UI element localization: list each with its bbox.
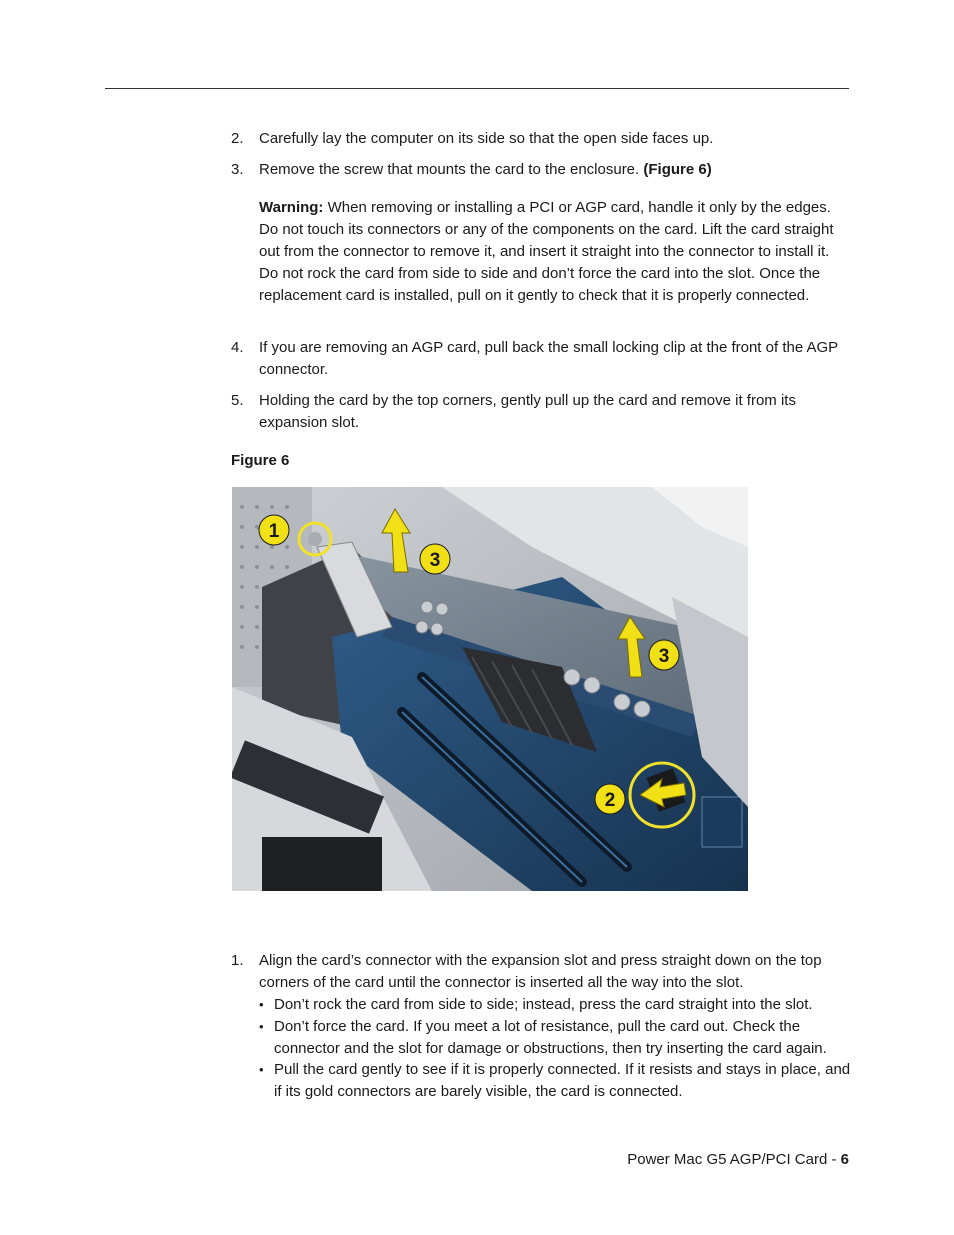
step-text: Carefully lay the computer on its side so that the open side faces up. xyxy=(259,130,714,147)
step-text: If you are removing an AGP card, pull back the small locking clip at the front of the AGP connector. xyxy=(259,339,838,378)
footer-title: Power Mac G5 AGP/PCI Card - xyxy=(627,1151,841,1168)
step-number: 4. xyxy=(231,339,244,356)
bullet-dot: • xyxy=(259,1019,264,1034)
figure-reference: (Figure 6) xyxy=(643,161,712,178)
step-number: 1. xyxy=(231,952,244,969)
step-number: 3. xyxy=(231,161,244,178)
bullet-dot: • xyxy=(259,997,264,1012)
bullet-dot: • xyxy=(259,1062,264,1077)
step-number: 2. xyxy=(231,130,244,147)
warning-note xyxy=(259,197,851,307)
step-number: 5. xyxy=(231,392,244,409)
bullet-text: Pull the card gently to see if it is properly connected. If it resists and stays in place, and if its gold connectors are barely visible, the card is connected. xyxy=(274,1061,851,1100)
callout-1: 1 xyxy=(268,521,280,542)
callout-2: 2 xyxy=(604,790,616,811)
bullet-item xyxy=(259,1016,859,1060)
install-step-1 xyxy=(231,950,851,994)
pci-card-removal-illustration xyxy=(232,487,748,891)
step-text: Remove the screw that mounts the card to the enclosure. xyxy=(259,161,640,178)
page-number: 6 xyxy=(840,1151,849,1168)
figure-label: Figure 6 xyxy=(231,452,290,469)
bullet-text: Don’t force the card. If you meet a lot of resistance, pull the card out. Check the connector and the slot for damage or obstructions, then try inserting the card again. xyxy=(274,1018,827,1057)
bullet-text: Don’t rock the card from side to side; instead, press the card straight into the slot. xyxy=(274,996,813,1013)
step-text-wrap xyxy=(259,159,851,181)
step-4 xyxy=(231,337,851,381)
callout-3: 3 xyxy=(429,550,441,571)
step-5 xyxy=(231,390,851,434)
step-2 xyxy=(231,128,851,150)
step-3 xyxy=(231,159,851,181)
callout-3-second: 3 xyxy=(658,646,670,667)
step-text: Holding the card by the top corners, gently pull up the card and remove it from its expansion slot. xyxy=(259,392,796,431)
bullet-item xyxy=(259,1059,859,1103)
warning-text: When removing or installing a PCI or AGP card, handle it only by the edges. Do not touch its connectors or any of the components on the card. Lift the card straight out from the connector to remove it, and insert it straight into the connector to install it. Do not rock the card from side to side and don’t force the card into the slot. Once the replacement card is installed, pull on it gently to check that it is properly connected. xyxy=(259,199,834,304)
bullet-item xyxy=(259,994,859,1016)
warning-label: Warning: xyxy=(259,199,324,216)
header-rule xyxy=(105,88,849,89)
page-footer xyxy=(627,1149,849,1171)
step-text: Align the card’s connector with the expansion slot and press straight down on the top corners of the card until the connector is inserted all the way into the slot. xyxy=(259,952,822,991)
figure-6-photo xyxy=(232,487,748,891)
